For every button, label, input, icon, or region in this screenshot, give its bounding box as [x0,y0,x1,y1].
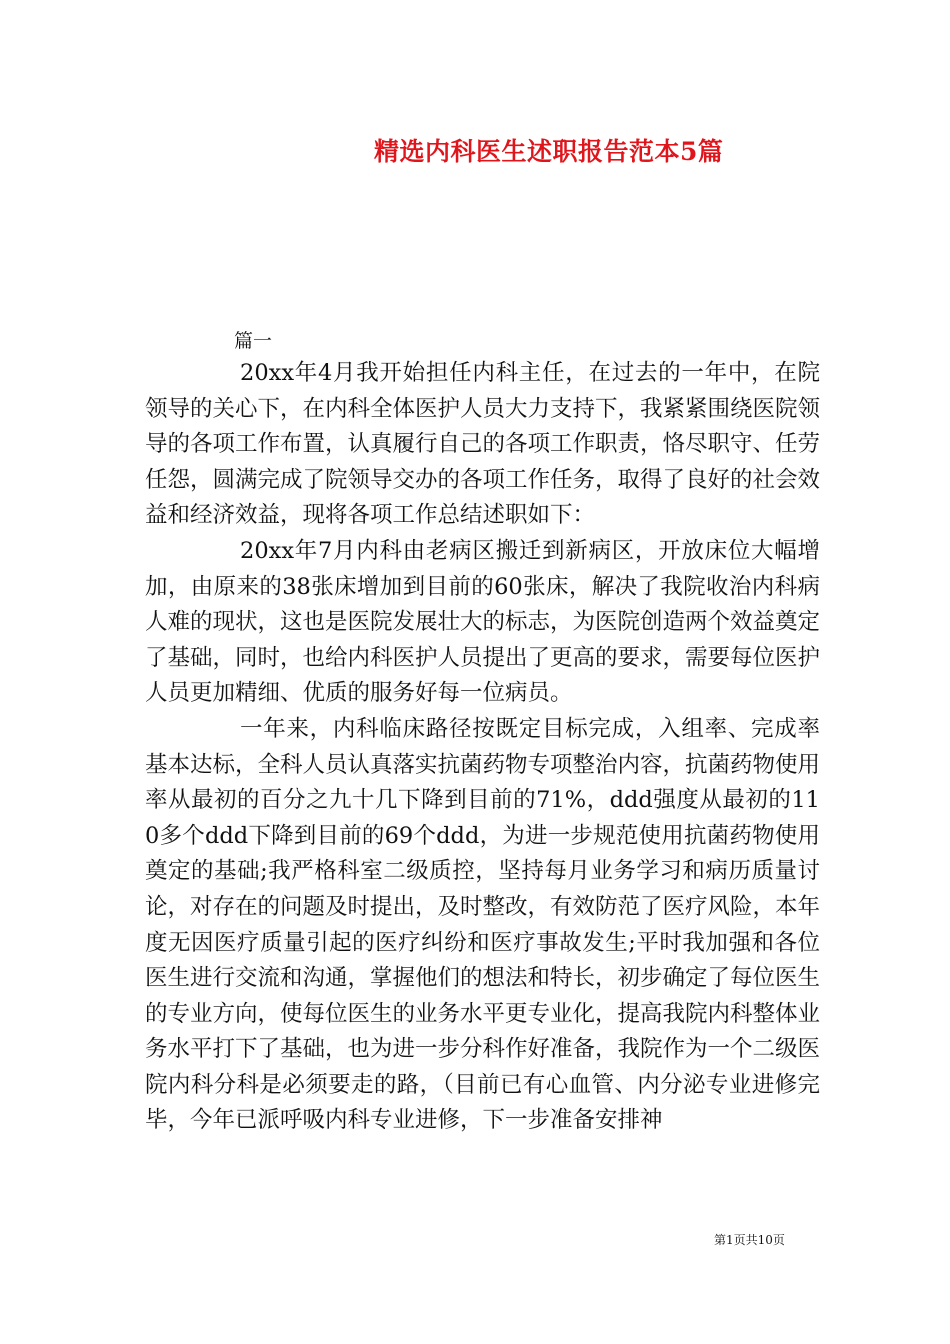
section-heading: 篇一 [234,330,273,352]
paragraph-3: 一年来，内科临床路径按既定目标完成，入组率、完成率基本达标，全科人员认真落实抗菌药物专项整治内容，抗菌药物使用率从最初的百分之九十几下降到目前的71%，ddd强度从最初的110多个ddd下降到目前的69个ddd，为进一步规范使用抗菌药物使用奠定的基础;我严格科室二级质控，坚持每月业务学习和病历质量讨论，对存在的问题及时提出，及时整改，有效防范了医疗风险，本年度无因医疗质量引起的医疗纠纷和医疗事故发生;平时我加强和各位医生进行交流和沟通，掌握他们的想法和特长，初步确定了每位医生的专业方向，使每位医生的业务水平更专业化，提高我院内科整体业务水平打下了基础，也为进一步分科作好准备，我院作为一个二级医院内科分科是必须要走的路，（目前已有心血管、内分泌专业进修完毕，今年已派呼吸内科专业进修，下一步准备安排神 [145,715,821,1134]
body-text [145,356,820,1139]
paragraph-2: 20xx年7月内科由老病区搬迁到新病区，开放床位大幅增加，由原来的38张床增加到目前的60张床，解决了我院收治内科病人难的现状，这也是医院发展壮大的标志，为医院创造两个效益奠定了基础，同时，也给内科医护人员提出了更高的要求，需要每位医护人员更加精细、优质的服务好每一位病员。 [145,537,821,707]
page-footer: 第1页共10页 [714,1233,785,1247]
paragraph-1: 20xx年4月我开始担任内科主任，在过去的一年中，在院领导的关心下，在内科全体医护人员大力支持下，我紧紧围绕医院领导的各项工作布置，认真履行自己的各项工作职责，恪尽职守、任劳任怨，圆满完成了院领导交办的各项工作任务，取得了良好的社会效益和经济效益，现将各项工作总结述职如下： [145,360,821,529]
page-title: 精选内科医生述职报告范本5篇 [374,137,724,166]
